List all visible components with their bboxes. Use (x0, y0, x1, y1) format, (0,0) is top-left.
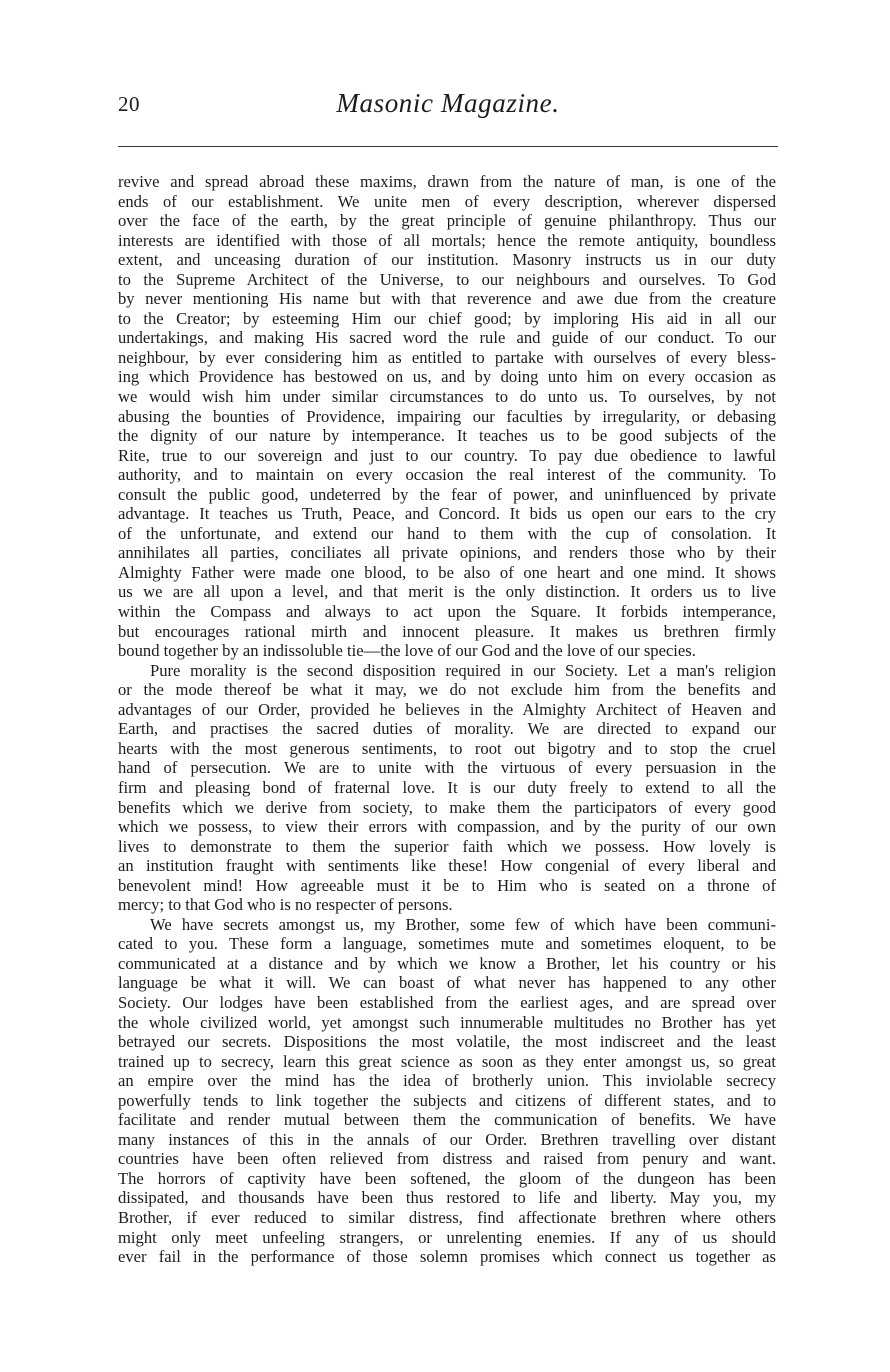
text-line: lives to demonstrate to them the superior faith which we possess. How lovely is (118, 836, 776, 856)
running-title: Masonic Magazine. (336, 88, 560, 118)
text-line: which we possess, to view their errors with compassion, and by the purity of our own (118, 817, 776, 837)
text-line: mercy; to that God who is no respecter of persons. (118, 895, 453, 915)
text-line: an empire over the mind has the idea of brotherly union. This inviolable secrecy (118, 1071, 776, 1091)
text-line: over the face of the earth, by the great principle of genuine philanthropy. Thus our (118, 211, 776, 231)
text-line: Almighty Father were made one blood, to be also of one heart and one mind. It shows (118, 562, 776, 582)
header-rule (118, 146, 778, 147)
text-line: We have secrets amongst us, my Brother, some few of which have been communi- (150, 914, 776, 934)
page-header (118, 88, 778, 128)
text-line: Pure morality is the second disposition required in our Society. Let a man's religion (150, 660, 776, 680)
text-line: Society. Our lodges have been established from the earliest ages, and are spread over (118, 992, 776, 1012)
text-line: neighbour, by ever considering him as entitled to partake with ourselves of every bless- (118, 347, 776, 367)
page-number: 20 (118, 92, 140, 116)
text-line: revive and spread abroad these maxims, drawn from the nature of man, is one of the (118, 172, 776, 191)
text-line: us we are all upon a level, and that merit is the only distinction. It orders us to live (118, 582, 776, 602)
text-line: benevolent mind! How agreeable must it be to Him who is seated on a throne of (118, 875, 776, 895)
text-line: communicated at a distance and by which we know a Brother, let his country or his (118, 953, 776, 973)
text-line: annihilates all parties, conciliates all private opinions, and renders those who by their (118, 543, 776, 563)
text-line: or the mode thereof be what it may, we do not exclude him from the benefits and (118, 680, 776, 700)
text-line: Earth, and practises the sacred duties of morality. We are directed to expand our (118, 719, 776, 739)
text-line: abusing the bounties of Providence, impairing our faculties by irregularity, or debasing (118, 406, 776, 426)
text-line: of the unfortunate, and extend our hand to them with the cup of consolation. It (118, 523, 776, 543)
text-line: cated to you. These form a language, sometimes mute and sometimes eloquent, to be (118, 934, 776, 954)
text-line: countries have been often relieved from distress and raised from penury and want. (118, 1149, 776, 1169)
text-line: ever fail in the performance of those solemn promises which connect us together as (118, 1247, 776, 1267)
text-line: The horrors of captivity have been softened, the gloom of the dungeon has been (118, 1168, 776, 1188)
body-text (118, 172, 776, 1267)
text-line: benefits which we derive from society, to make them the participators of every good (118, 797, 776, 817)
text-line: the dignity of our nature by intemperance. It teaches us to be good subjects of the (118, 426, 776, 446)
text-line: Rite, true to our sovereign and just to our country. To pay due obedience to lawful (118, 445, 776, 465)
text-line: hand of persecution. We are to unite with the virtuous of every persuasion in the (118, 758, 776, 778)
text-line: but encourages rational mirth and innocent pleasure. It makes us brethren firmly (118, 621, 776, 641)
text-line: within the Compass and always to act upon the Square. It forbids intemperance, (118, 602, 776, 622)
text-line: Brother, if ever reduced to similar distress, find affectionate brethren where others (118, 1207, 776, 1227)
text-line: authority, and to maintain on every occasion the real interest of the community. To (118, 465, 776, 485)
text-line: trained up to secrecy, learn this great science as soon as they enter amongst us, so great (118, 1051, 776, 1071)
text-line: by never mentioning His name but with that reverence and awe due from the creature (118, 289, 776, 309)
text-line: to the Creator; by esteeming Him our chief good; by imploring His aid in all our (118, 308, 776, 328)
text-line: consult the public good, undeterred by the fear of power, and uninfluenced by private (118, 484, 776, 504)
text-line: ends of our establishment. We unite men of every description, wherever dispersed (118, 191, 776, 211)
text-line: an institution fraught with sentiments like these! How congenial of every liberal and (118, 856, 776, 876)
text-line: advantages of our Order, provided he believes in the Almighty Architect of Heaven and (118, 699, 776, 719)
text-line: hearts with the most generous sentiments, to root out bigotry and to stop the cruel (118, 738, 776, 758)
text-line: many instances of this in the annals of our Order. Brethren travelling over distant (118, 1129, 776, 1149)
text-line: dissipated, and thousands have been thus restored to life and liberty. May you, my (118, 1188, 776, 1208)
text-line: bound together by an indissoluble tie—the love of our God and the love of our species. (118, 641, 696, 661)
text-line: facilitate and render mutual between them the communication of benefits. We have (118, 1110, 776, 1130)
text-line: undertakings, and making His sacred word the rule and guide of our conduct. To our (118, 328, 776, 348)
text-line: to the Supreme Architect of the Universe, to our neighbours and ourselves. To God (118, 269, 776, 289)
text-line: ing which Providence has bestowed on us, and by doing unto him on every occasion as (118, 367, 776, 387)
text-line: language be what it will. We can boast of what never has happened to any other (118, 973, 776, 993)
text-line: might only meet unfeeling strangers, or unrelenting enemies. If any of us should (118, 1227, 776, 1247)
text-line: firm and pleasing bond of fraternal love. It is our duty freely to extend to all the (118, 777, 776, 797)
text-line: interests are identified with those of all mortals; hence the remote antiquity, boundless (118, 230, 776, 250)
text-line: we would wish him under similar circumstances to do unto us. To ourselves, by not (118, 387, 776, 407)
text-line: extent, and unceasing duration of our institution. Masonry instructs us in our duty (118, 250, 776, 270)
text-line: the whole civilized world, yet amongst such innumerable multitudes no Brother has yet (118, 1012, 776, 1032)
text-line: powerfully tends to link together the subjects and citizens of different states, and to (118, 1090, 776, 1110)
text-line: betrayed our secrets. Dispositions the most volatile, the most indiscreet and the least (118, 1032, 776, 1052)
text-line: advantage. It teaches us Truth, Peace, and Concord. It bids us open our ears to the cry (118, 504, 776, 524)
